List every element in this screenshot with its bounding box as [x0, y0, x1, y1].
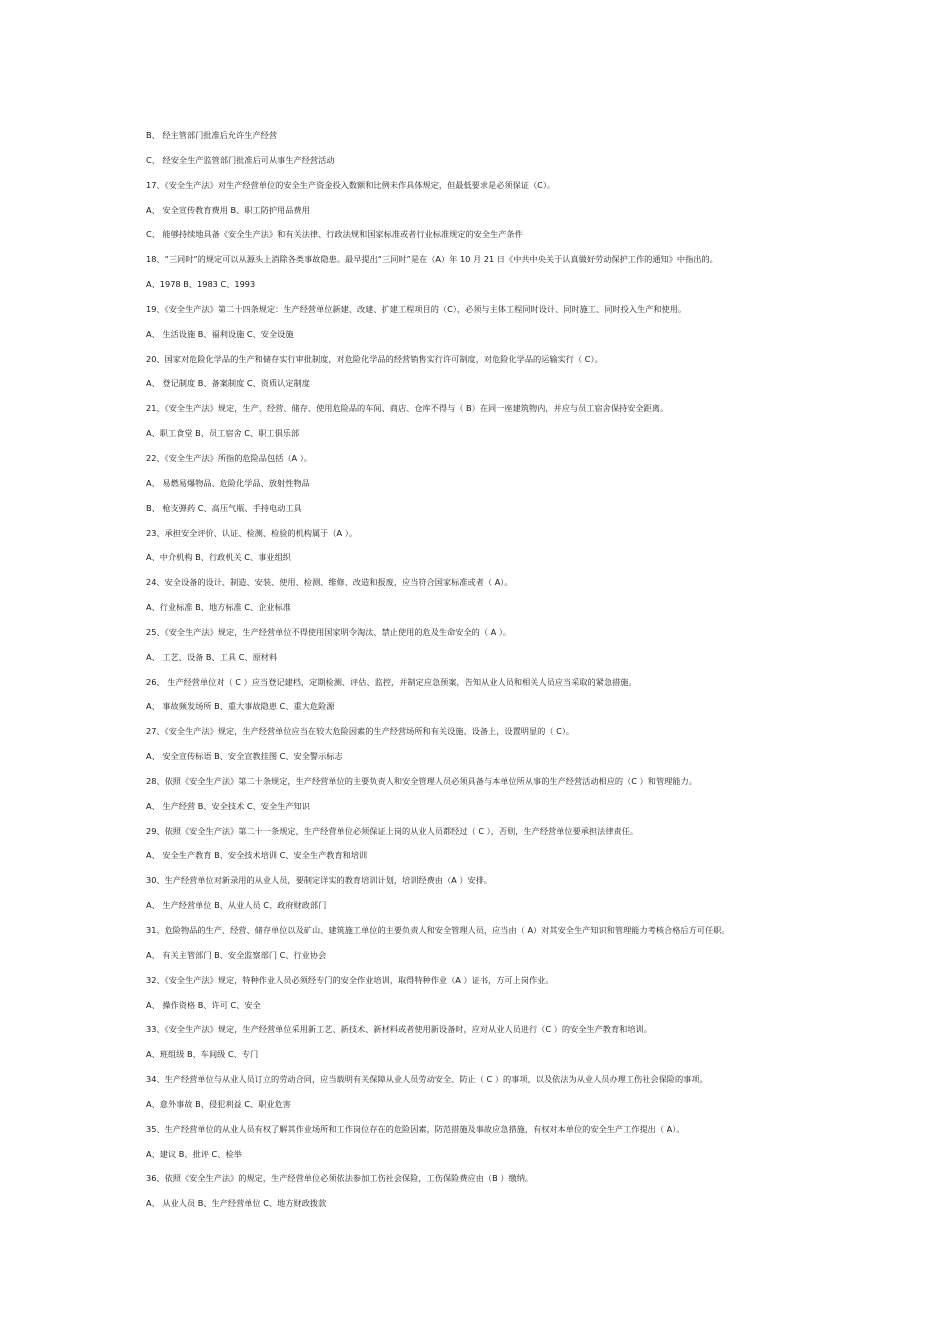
text-line: A、 事故频发场所 B、重大事故隐患 C、重大危险源: [146, 701, 335, 712]
text-line: A、班组级 B、车间级 C、专门: [146, 1049, 259, 1060]
text-line: 31、危险物品的生产、经营、储存单位以及矿山、建筑施工单位的主要负责人和安全管理人员，应当由（ A）对其安全生产知识和管理能力考核合格后方可任职。: [146, 925, 730, 935]
text-line: 33、《安全生产法》规定，生产经营单位采用新工艺、新技术、新材料或者使用新设备时，应对从业人员进行（C ）的安全生产教育和培训。: [146, 1024, 652, 1035]
text-line: 30、生产经营单位对新录用的从业人员，要制定详实的教育培训计划，培训经费由（A ）安排。: [146, 875, 493, 886]
text-line: A、1978 B、1983 C、1993: [146, 279, 256, 290]
text-line: 26、 生产经营单位对（ C ）应当登记建档，定期检测、评估、监控，并制定应急预案，告知从业人员和相关人员应当采取的紧急措施。: [146, 676, 637, 687]
text-line: 28、依照《安全生产法》第二十条规定，生产经营单位的主要负责人和安全管理人员必须具备与本单位所从事的生产经营活动相应的（C ）和管理能力。: [146, 775, 697, 786]
text-line: 22、《安全生产法》所指的危险品包括（A ）。: [146, 452, 312, 463]
text-line: A、意外事故 B、侵犯利益 C、职业危害: [146, 1098, 291, 1109]
text-line: C、 能够持续地具备《安全生产法》和有关法律、行政法规和国家标准或者行业标准规定的安全生产条件: [146, 229, 523, 240]
text-line: 27、《安全生产法》规定，生产经营单位应当在较大危险因素的生产经营场所和有关设施、设备上，设置明显的（ C）。: [146, 726, 575, 737]
text-line: A、 操作资格 B、许可 C、安全: [146, 999, 261, 1010]
text-line: 29、依照《安全生产法》第二十一条规定，生产经营单位必须保证上岗的从业人员都经过（ C ），否则，生产经营单位要承担法律责任。: [146, 825, 639, 836]
text-line: 36、依照《安全生产法》的规定，生产经营单位必须依法参加工伤社会保险，工伤保险费应由（B ）缴纳。: [146, 1173, 534, 1184]
text-line: 25、《安全生产法》规定，生产经营单位不得使用国家明令淘汰、禁止使用的危及生命安全的（ A ）。: [146, 626, 512, 637]
question-list: [146, 129, 786, 1222]
text-line: A、 工艺、设备 B、工具 C、原材料: [146, 651, 278, 662]
text-line: A、 有关主管部门 B、安全监察部门 C、行业协会: [146, 949, 327, 960]
text-line: 23、承担安全评价、认证、检测、检验的机构属于（A ）。: [146, 527, 358, 538]
text-line: A、 安全宣传教育费用 B、职工防护用品费用: [146, 204, 310, 215]
text-line: A、 生产经营单位 B、从业人员 C、政府财政部门: [146, 900, 327, 911]
text-line: A、建议 B、批评 C、检举: [146, 1148, 242, 1159]
text-line: A、 生活设施 B、福利设施 C、安全设施: [146, 328, 294, 339]
text-line: B、 经主管部门批准后允许生产经营: [146, 130, 278, 140]
text-line: A、 生产经营 B、安全技术 C、安全生产知识: [146, 800, 310, 811]
text-line: 35、生产经营单位的从业人员有权了解其作业场所和工作岗位存在的危险因素，防范措施及事故应急措施，有权对本单位的安全生产工作提出（ A）。: [146, 1123, 685, 1134]
text-line: A、 安全宣传标语 B、安全宣教挂图 C、安全警示标志: [146, 751, 343, 762]
text-line: A、 易燃易爆物品、危险化学品、放射性物品: [146, 477, 310, 488]
text-line: A、 从业人员 B、生产经营单位 C、地方财政拨款: [146, 1198, 327, 1209]
text-line: B、 枪支弹药 C、高压气瓶、手持电动工具: [146, 502, 302, 513]
text-line: A、 登记制度 B、备案制度 C、资质认定制度: [146, 378, 310, 389]
text-line: A、 安全生产教育 B、安全技术培训 C、安全生产教育和培训: [146, 850, 368, 861]
text-line: 19、《安全生产法》第二十四条规定：生产经营单位新建、改建、扩建工程项目的（C），必须与主体工程同时设计、同时施工、同时投入生产和使用。: [146, 303, 687, 314]
text-line: 24、安全设备的设计、制造、安装、使用、检测、维修、改造和报废，应当符合国家标准或者（ A）。: [146, 577, 513, 588]
text-line: 20、国家对危险化学品的生产和储存实行审批制度，对危险化学品的经营销售实行许可制度，对危险化学品的运输实行（ C）。: [146, 353, 603, 364]
text-line: C、 经安全生产监管部门批准后可从事生产经营活动: [146, 154, 335, 165]
text-line: A、行业标准 B、地方标准 C、企业标准: [146, 602, 291, 613]
text-line: 18、“三同时”的规定可以从源头上消除各类事故隐患。最早提出“三同时”是在（A）年 10 月 21 日《中共中央关于认真做好劳动保护工作的通知》中指出的。: [146, 254, 718, 265]
text-line: 34、生产经营单位与从业人员订立的劳动合同，应当载明有关保障从业人员劳动安全、防止（ C ）的事项，以及依法为从业人员办理工伤社会保险的事项。: [146, 1074, 708, 1085]
text-line: 21、《安全生产法》规定，生产、经营、储存、使用危险品的车间、商店、仓库不得与（ B）在同一座建筑物内，并应与员工宿舍保持安全距离。: [146, 403, 669, 414]
text-line: A、职工食堂 B、员工宿舍 C、职工俱乐部: [146, 428, 300, 439]
text-line: 17、《安全生产法》对生产经营单位的安全生产资金投入数额和比例未作具体规定，但最低要求是必须保证（C）。: [146, 179, 556, 190]
text-line: A、中介机构 B、行政机关 C、事业组织: [146, 552, 291, 563]
text-line: 32、《安全生产法》规定，特种作业人员必须经专门的安全作业培训，取得特种作业（A ）证书，方可上岗作业。: [146, 974, 554, 985]
